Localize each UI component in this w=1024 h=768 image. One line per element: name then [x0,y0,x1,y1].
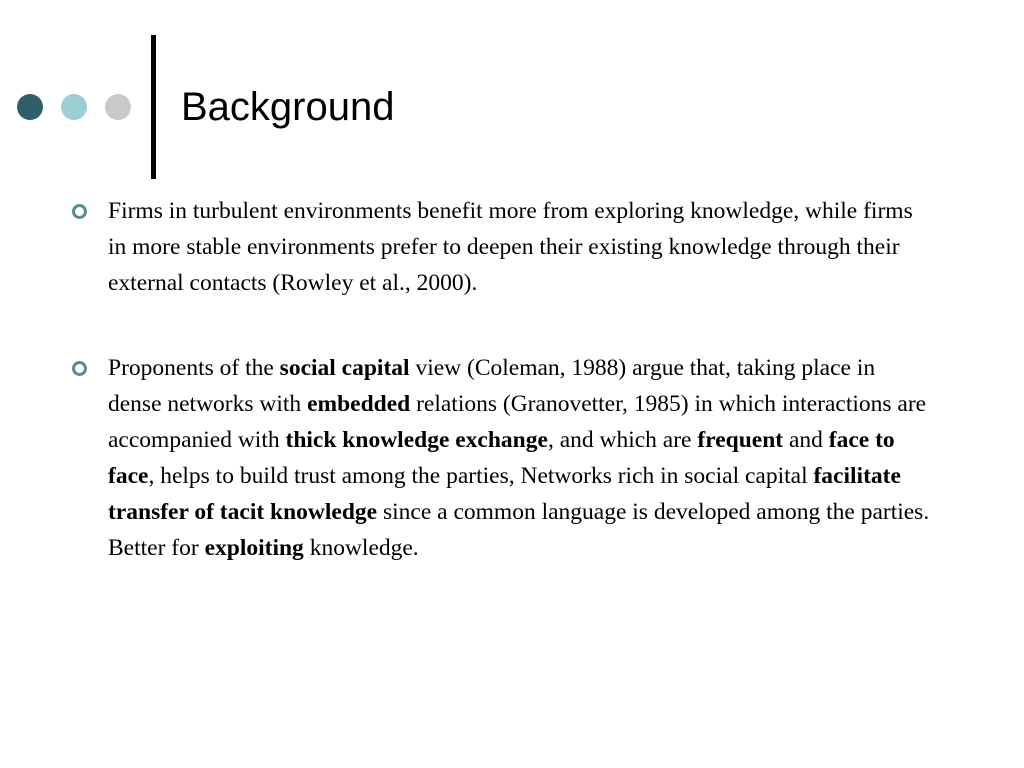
emphasis-text: facilitate transfer of tacit knowledge [108,463,901,525]
decor-dot-light [61,94,87,120]
text-run: Firms in turbulent environments benefit more from exploring knowledge, while firms in more stable environments prefer to deepen their existing knowledge through their external contacts (Rowley et al., 2000). [108,198,913,296]
emphasis-text: exploiting [204,535,304,561]
text-run: since a common language is developed among the parties. Better for [108,499,930,561]
emphasis-text: embedded [307,391,411,417]
bullet-text [108,350,932,566]
bullet-text [108,193,932,301]
text-run: Proponents of the [108,355,280,381]
bullet-circle-icon [72,361,87,376]
emphasis-text: frequent [697,427,784,453]
bullet-item [72,350,932,566]
emphasis-text: social capital [279,355,410,381]
decor-dot-dark [17,94,43,120]
emphasis-text: thick knowledge exchange [285,427,548,453]
text-run: relations (Granovetter, 1985) in which interactions are accompanied with [108,391,927,453]
emphasis-text: face to face [108,427,895,489]
decor-dot-gray [105,94,131,120]
text-run: , and which are [547,427,698,453]
text-run: and [783,427,829,453]
bullet-item [72,193,932,301]
text-run: knowledge. [303,535,419,561]
title-divider [151,35,156,179]
slide-title: Background [181,85,395,129]
text-run: view (Coleman, 1988) argue that, taking place in dense networks with [108,355,876,417]
bullet-circle-icon [72,204,87,219]
text-run: , helps to build trust among the parties, Networks rich in social capital [148,463,814,489]
